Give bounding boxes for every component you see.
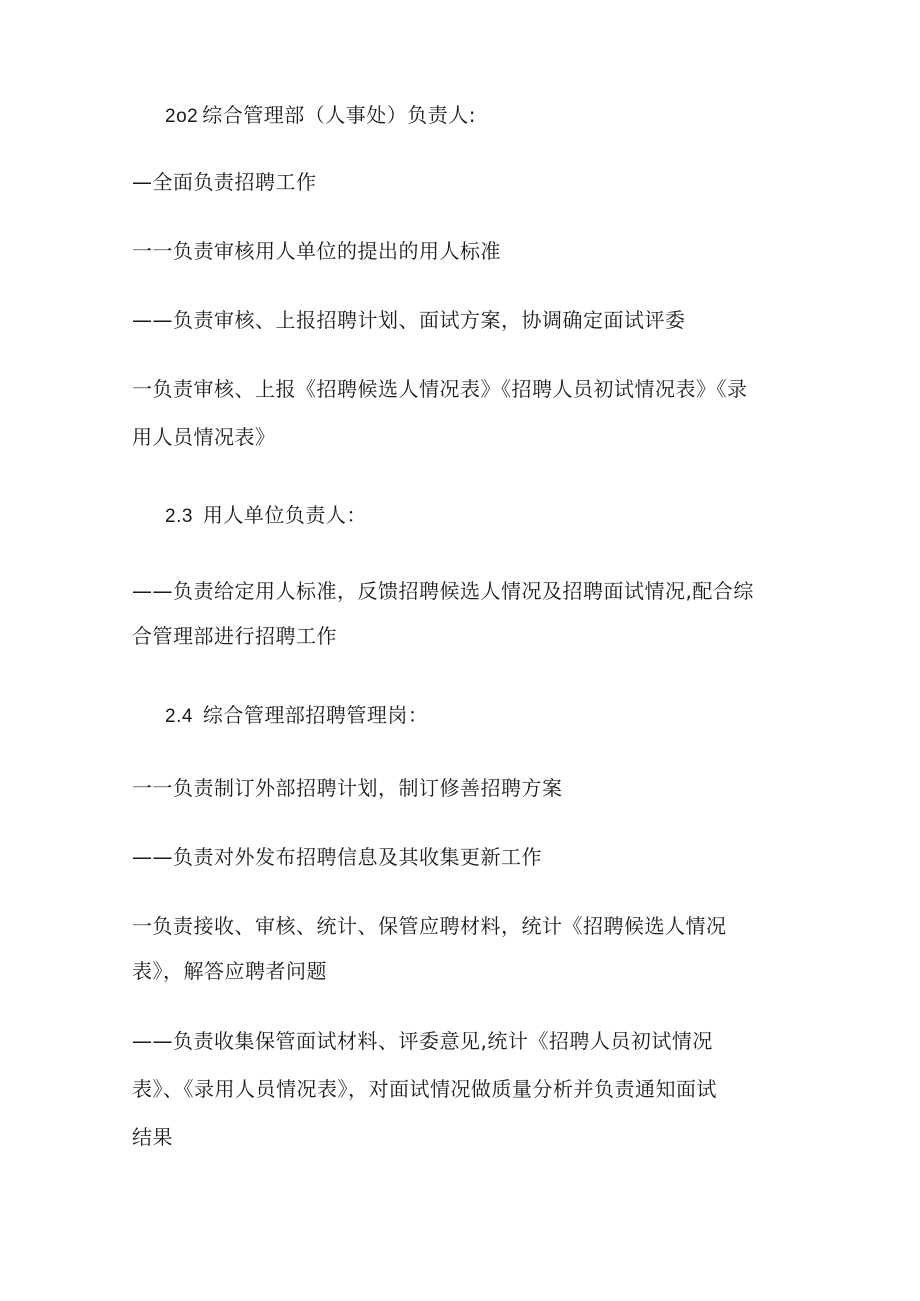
list-item-continuation: 结果 — [132, 1125, 173, 1149]
list-item-continuation: 表》，解答应聘者问题 — [132, 959, 327, 983]
list-item: ——负责审核、上报招聘计划、面试方案，协调确定面试评委 — [132, 308, 686, 332]
section-number: 2o2 — [165, 106, 199, 127]
section-title: 综合管理部招聘管理岗： — [202, 703, 429, 727]
section-heading-2-2 — [165, 98, 835, 134]
list-item: ——负责给定用人标准，反馈招聘候选人情况及招聘面试情况,配合综 — [132, 579, 754, 603]
list-item-continuation: 用人员情况表》 — [132, 425, 276, 449]
section-title: 用人单位负责人： — [202, 503, 367, 527]
list-item-continuation: 表》、《录用人员情况表》，对面试情况做质量分析并负责通知面试 — [132, 1077, 717, 1101]
section-number: 2.4 — [165, 706, 193, 727]
list-item: 一一负责制订外部招聘计划，制订修善招聘方案 — [132, 776, 563, 800]
section-heading-2-4 — [165, 698, 835, 734]
list-item: ——负责对外发布招聘信息及其收集更新工作 — [132, 845, 542, 869]
section-number: 2.3 — [165, 506, 193, 527]
list-item: 一负责审核、上报《招聘候选人情况表》《招聘人员初试情况表》《录 — [132, 377, 748, 401]
section-title: 综合管理部（人事处）负责人: — [202, 103, 476, 127]
list-item: 一一负责审核用人单位的提出的用人标准 — [132, 239, 501, 263]
list-item: 一负责接收、审核、统计、保管应聘材料，统计《招聘候选人情况 — [132, 914, 727, 938]
section-heading-2-3 — [165, 498, 835, 534]
list-item: —全面负责招聘工作 — [132, 170, 317, 194]
list-item: ——负责收集保管面试材料、评委意见,统计《招聘人员初试情况 — [132, 1029, 713, 1053]
list-item-continuation: 合管理部进行招聘工作 — [132, 624, 337, 648]
